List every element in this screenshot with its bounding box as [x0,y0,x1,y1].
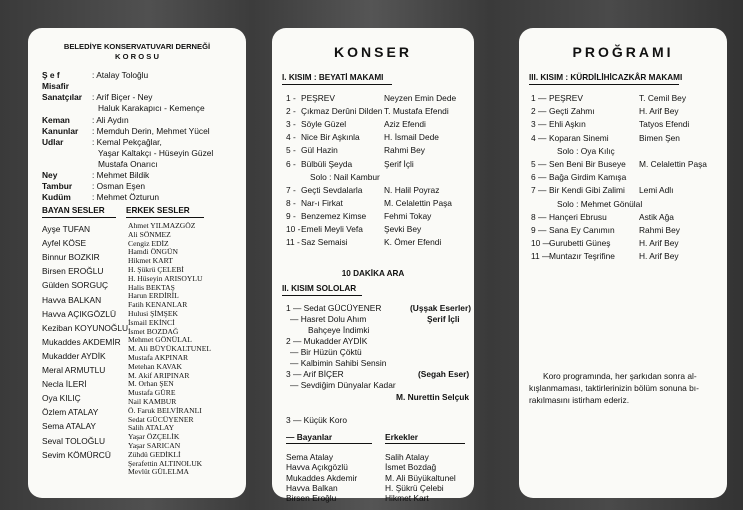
piece-number: 3 - [286,119,296,130]
female-voice: Necla İLERİ [42,379,87,390]
male-voice: Şerafettin ALTINOLUK [128,458,203,468]
piece-title: PEŞREV [301,93,335,103]
piece-composer: K. Ömer Efendi [384,237,442,248]
piece-title: Çıkmaz Derûni Dilden [301,106,383,117]
men-member: İsmet Bozdağ [385,462,437,473]
piece-composer: T. Mustafa Efendi [384,106,449,117]
men-member: Hikmet Kart [385,493,429,504]
piece-number: 2 - [286,106,296,117]
piece-title: Bülbüli Şeyda [301,158,353,169]
intermission: 10 DAKİKA ARA [341,269,405,278]
male-voice: Halis BEKTAŞ [128,282,175,292]
piece-title: Söyle Güzel [301,119,347,130]
piece-title: Bağa Girdim Kamışa [549,172,627,183]
role-value: Haluk Karakapıcı - Kemençe [98,103,205,113]
piece-composer: Fehmi Tokay [384,210,432,221]
piece-composer: M. Celalettin Paşa [639,159,707,169]
male-voice: Yaşar ÖZÇELİK [128,432,180,442]
male-voice: M. Orhan ŞEN [128,379,174,389]
female-voice: Seval TOLOĞLU [42,435,105,446]
piece-composer: Tatyos Efendi [639,119,690,130]
solo3-song: — Sevdiğim Dünyalar Kadar [290,380,396,390]
note-line: rakılmasını istirham ederiz. [529,395,630,405]
panel-choir-members [28,28,246,498]
male-header-underline [126,217,204,218]
solo1-makam: (Uşşak Eserler) [410,303,471,313]
piece-number: 6 — [531,172,547,183]
male-voice: Hamdi ÖNGÜN [128,247,178,257]
male-voice: Mustafa AKPINAR [128,353,189,362]
male-voice: Harun ERDİRİL [128,291,179,301]
male-voice: H. Hüseyin ARISOYLU [128,273,203,283]
role-value: : Arif Biçer - Ney [92,92,153,102]
female-voice: Meral ARMUTLU [42,365,106,375]
piece-title: Solo : Mehmet Gönülal [557,198,643,209]
male-voice: İsmail EKİNCİ [128,317,175,327]
male-voice: Sedat GÜCÜYENER [128,414,194,424]
piece-number: 2 — [531,106,547,117]
male-voice: Nail KAMBUR [128,397,177,406]
female-voice: Havva BALKAN [42,294,102,305]
male-voice: Ö. Faruk BELVİRANLI [128,405,202,415]
men-member: H. Şükrü Çelebi [385,482,444,493]
piece-composer: Bimen Şen [639,132,680,143]
role-value: : Atalay Toloğlu [92,70,149,80]
solo2-singer: 2 — Mukadder AYDİK [286,336,368,346]
solo3-makam: (Segah Eser) [418,369,470,379]
piece-composer: Şerif İçli [384,158,414,169]
piece-number: 11 — [531,251,551,262]
male-voice: Hulusi ŞİMŞEK [128,309,179,318]
male-voice: Mehmet GÖNÜLAL [128,335,192,345]
piece-number: 8 — [531,211,547,222]
role-value: : Ali Aydın [92,115,129,125]
role-value: : Kemal Pekçağlar, [92,137,162,147]
role-label: Misafir [42,81,69,91]
part1-underline [282,84,392,85]
solo1-composer: Şerif İçli [427,314,460,324]
male-voice: Mevlüt GÜLELMA [128,467,189,477]
piece-title: Nice Bir Aşkınla [301,132,360,143]
piece-title: PEŞREV [549,93,583,103]
piece-number: 5 - [286,145,296,156]
role-label: Kudüm [42,192,71,202]
piece-composer: Rahmi Bey [639,225,680,235]
male-voice: Fatih KENANLAR [128,300,188,310]
piece-number: 8 - [286,197,296,208]
piece-number: 4 - [286,132,296,143]
women-member: Havva Açıkgözlü [286,462,348,473]
piece-title: Muntazır Teşrifine [549,251,615,262]
piece-title: Solo : Nail Kambur [310,171,380,182]
female-voice: Gülden SORGUÇ [42,280,109,291]
part3-title: III. KISIM : KÜRDİLİHİCAZKÂR MAKAMI [529,73,683,82]
piece-number: 3 — [531,119,547,130]
role-value: Mustafa Onarıcı [98,159,158,169]
female-header-underline [42,217,116,218]
part2-title: II. KISIM SOLOLAR [282,284,357,293]
female-voice: Binnur BOZKIR [42,252,100,263]
role-value: : Osman Eşen [92,181,146,191]
piece-title: Sana Ey Canımın [549,225,615,235]
piece-composer: Şevki Bey [384,224,422,234]
panel-concert-program [272,28,474,504]
piece-title: Koparan Sinemi [549,132,609,143]
men-header: Erkekler [385,432,419,442]
piece-title: Gül Hazin [301,145,338,156]
piece-composer: M. Celalettin Paşa [384,197,452,208]
small-choir: 3 — Küçük Koro [286,415,347,425]
solo1-song: Bahçeye İndimki [308,325,370,335]
female-voice: Sema ATALAY [42,421,96,432]
male-voice: Metehan KAVAK [128,361,182,371]
role-value: : Memduh Derin, Mehmet Yücel [92,126,210,136]
women-underline [286,443,372,444]
male-voice: Yaşar SARICAN [128,441,181,450]
program-title: PROĞRAMI [572,44,674,60]
piece-title: Saz Semaisi [301,237,348,248]
association-title: BELEDİYE KONSERVATUVARI DERNEĞİ [63,42,211,51]
female-voice: Sevim KÖMÜRCÜ [42,449,111,460]
role-label: Kanunlar [42,126,79,136]
female-voice: Birsen EROĞLU [42,266,104,277]
piece-title: Bir Kendi Gibi Zalimi [549,185,625,196]
female-voices-header: BAYAN SESLER [42,206,105,215]
men-underline [385,443,465,444]
solo1-singer: 1 — Sedat GÜCÜYENER [286,303,382,313]
male-voices-header: ERKEK SESLER [126,206,190,215]
female-voice: Oya KILIÇ [42,393,81,404]
piece-number: 5 — [531,159,547,169]
role-value: : Mehmet Özturun [92,192,160,202]
piece-composer: H. Arif Bey [639,251,679,262]
women-member: Sema Atalay [286,452,334,462]
panel-program [519,28,727,498]
role-value: : Mehmet Bildik [92,170,150,180]
piece-number: 6 - [286,158,296,169]
piece-title: Solo : Oya Kılıç [557,145,615,156]
piece-number: 7 - [286,184,296,195]
male-voice: Ali SÖNMEZ [128,229,171,239]
piece-number: 1 — [531,93,547,103]
piece-number: 10 — [531,238,552,249]
male-voice: Hikmet KART [128,256,173,266]
women-header: — Bayanlar [286,432,333,442]
male-voice: Salih ATALAY [128,423,175,433]
role-label: Keman [42,115,70,125]
piece-composer: Neyzen Emin Dede [384,93,457,103]
male-voice: M. Akif ARIPINAR [128,370,190,380]
piece-number: 9 — [531,225,547,235]
note-line: kışlanmaması, taktirlerinizin bölüm sonuna bı- [529,383,699,393]
choir-title: K O R O S U [115,52,159,61]
piece-composer: Astik Ağa [639,211,674,222]
piece-composer: H. Arif Bey [639,106,679,117]
role-label: Sanatçılar [42,92,83,102]
piece-composer: Rahmi Bey [384,145,425,156]
piece-composer: H. İsmail Dede [384,132,439,143]
female-voice: Ayfel KÖSE [42,238,87,249]
female-voice: Mukaddes AKDEMİR [42,336,121,347]
piece-title: Geçti Zahmı [549,106,595,117]
role-label: Tambur [42,181,73,191]
piece-title: Geçti Sevdalarla [301,184,363,195]
solo3-composer: M. Nurettin Selçuk [396,392,470,402]
male-voice: Cengiz EDİZ [128,238,169,248]
female-voice: Özlem ATALAY [42,407,99,418]
concert-title: KONSER [334,44,412,60]
piece-number: 4 — [531,132,547,143]
piece-title: Hançeri Ebrusu [549,211,607,222]
piece-number: 11 - [286,237,300,248]
female-voice: Havva AÇIKGÖZLÜ [42,308,117,319]
part2-underline [282,295,362,296]
piece-title: Gurubetti Güneş [549,238,611,249]
solo1-song: — Hasret Dolu Ahım [290,314,367,324]
piece-composer: H. Arif Bey [639,238,679,249]
role-label: Udlar [42,137,64,147]
solo3-singer: 3 — Arif BİÇER [286,369,344,379]
piece-number: 9 - [286,210,296,221]
male-voice: M. Ali BÜYÜKALTUNEL [128,344,212,354]
piece-composer: T. Cemil Bey [639,93,687,103]
female-voice: Keziban KOYUNOĞLU [42,322,129,333]
piece-title: Emeli Meyli Vefa [301,224,363,234]
male-voice: Ahmet YILMAZGÖZ [128,221,196,230]
solo2-song: — Bir Hüzün Çöktü [290,347,362,357]
male-voice: Zühdü GEDİKLİ [128,449,181,459]
piece-composer: N. Halil Poyraz [384,184,440,195]
piece-title: Benzemez Kimse [301,210,367,221]
piece-number: 1 - [286,93,296,103]
men-member: M. Ali Büyükaltunel [385,472,456,483]
male-voice: İsmet BOZDAĞ [128,326,179,336]
part1-title: I. KISIM : BEYATİ MAKAMI [282,73,384,82]
piece-title: Sen Beni Bir Buseye [549,159,626,169]
part3-underline [529,84,679,85]
female-voice: Ayşe TUFAN [42,224,91,234]
piece-title: Ehli Aşkın [549,119,586,130]
women-member: Mukaddes Akdemir [286,472,358,483]
piece-number: 7 — [531,185,547,196]
solo2-song: — Kalbimin Sahibi Sensin [290,358,387,368]
role-value: Yaşar Kaltakçı - Hüseyin Güzel [98,148,214,158]
male-voice: Mustafa GÜRE [128,388,176,398]
note-line: Koro programında, her şarkıdan sonra al- [543,371,697,381]
male-voice: H. Şükrü ÇELEBİ [128,265,184,274]
female-voice: Mukadder AYDİK [42,350,106,361]
women-member: Birsen Eroğlu [286,493,337,504]
piece-composer: Lemi Adlı [639,185,674,196]
role-label: Ş e f [42,70,60,80]
piece-title: Nar-ı Firkat [301,197,343,208]
men-member: Salih Atalay [385,452,429,462]
piece-number: 10 - [286,224,301,234]
women-member: Havva Balkan [286,482,338,493]
role-label: Ney [42,170,58,180]
piece-composer: Aziz Efendi [384,119,426,130]
